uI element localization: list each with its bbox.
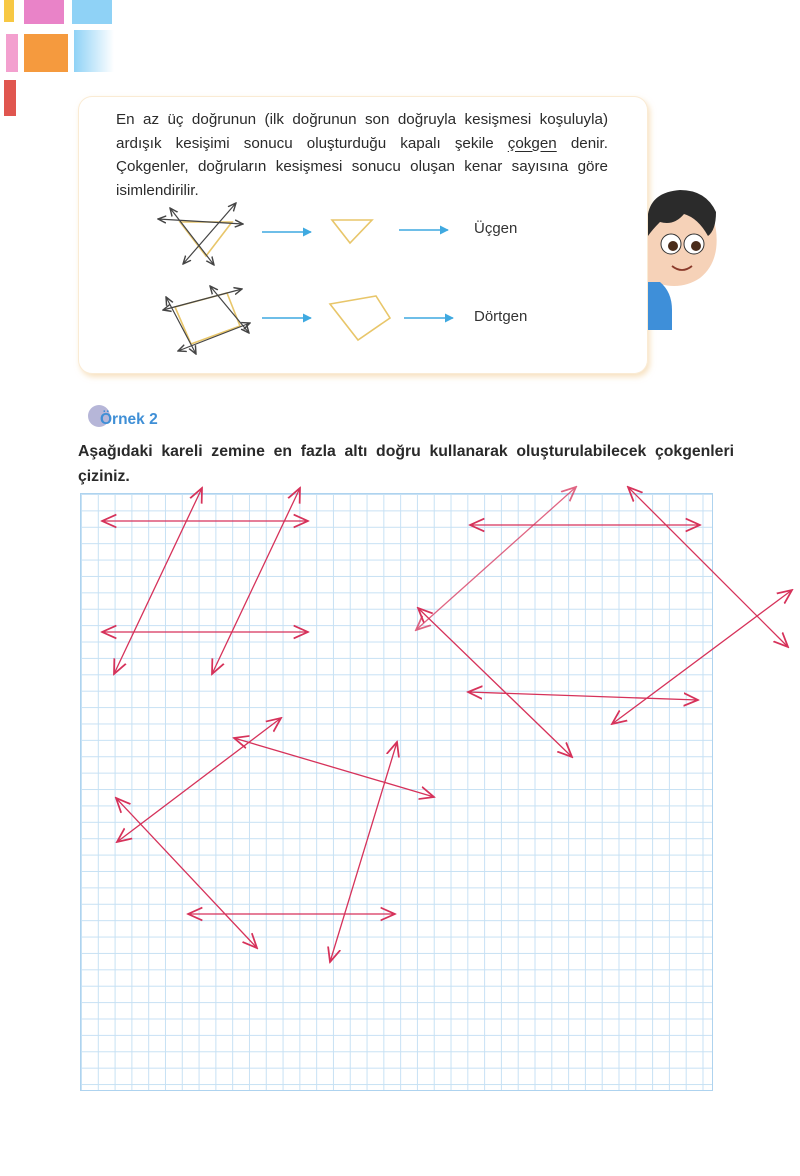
definition-sentence-1-end: denir.	[570, 134, 608, 152]
triangle-lines-diagram	[158, 203, 243, 265]
student-parallelogram	[102, 488, 308, 674]
student-hexagon	[416, 487, 792, 757]
term-cokgen: çokgen	[507, 134, 557, 152]
label-ucgen: Üçgen	[474, 220, 518, 237]
definition-sentence-1: En az üç doğrunun (ilk doğrunun son doğruyla kesişmesi koşuluyla) ardışık kesişimi sonucu oluşturduğu kapalı şekile	[116, 111, 608, 152]
student-pentagon	[116, 718, 434, 962]
label-dortgen: Dörtgen	[474, 308, 528, 325]
definition-sentence-2: Çokgenler, doğruların kesişmesi sonucu oluşan kenar sayısına göre isimlendirilir.	[116, 158, 608, 199]
quadrilateral-lines-diagram	[163, 286, 250, 354]
example-question: Aşağıdaki kareli zemine en fazla altı doğru kullanarak oluşturulabilecek çokgenleri çiziniz.	[78, 443, 734, 485]
triangle-shape	[332, 220, 372, 243]
character-illustration	[648, 190, 717, 330]
quadrilateral-shape	[330, 296, 390, 340]
example-title: Örnek 2	[100, 411, 158, 428]
